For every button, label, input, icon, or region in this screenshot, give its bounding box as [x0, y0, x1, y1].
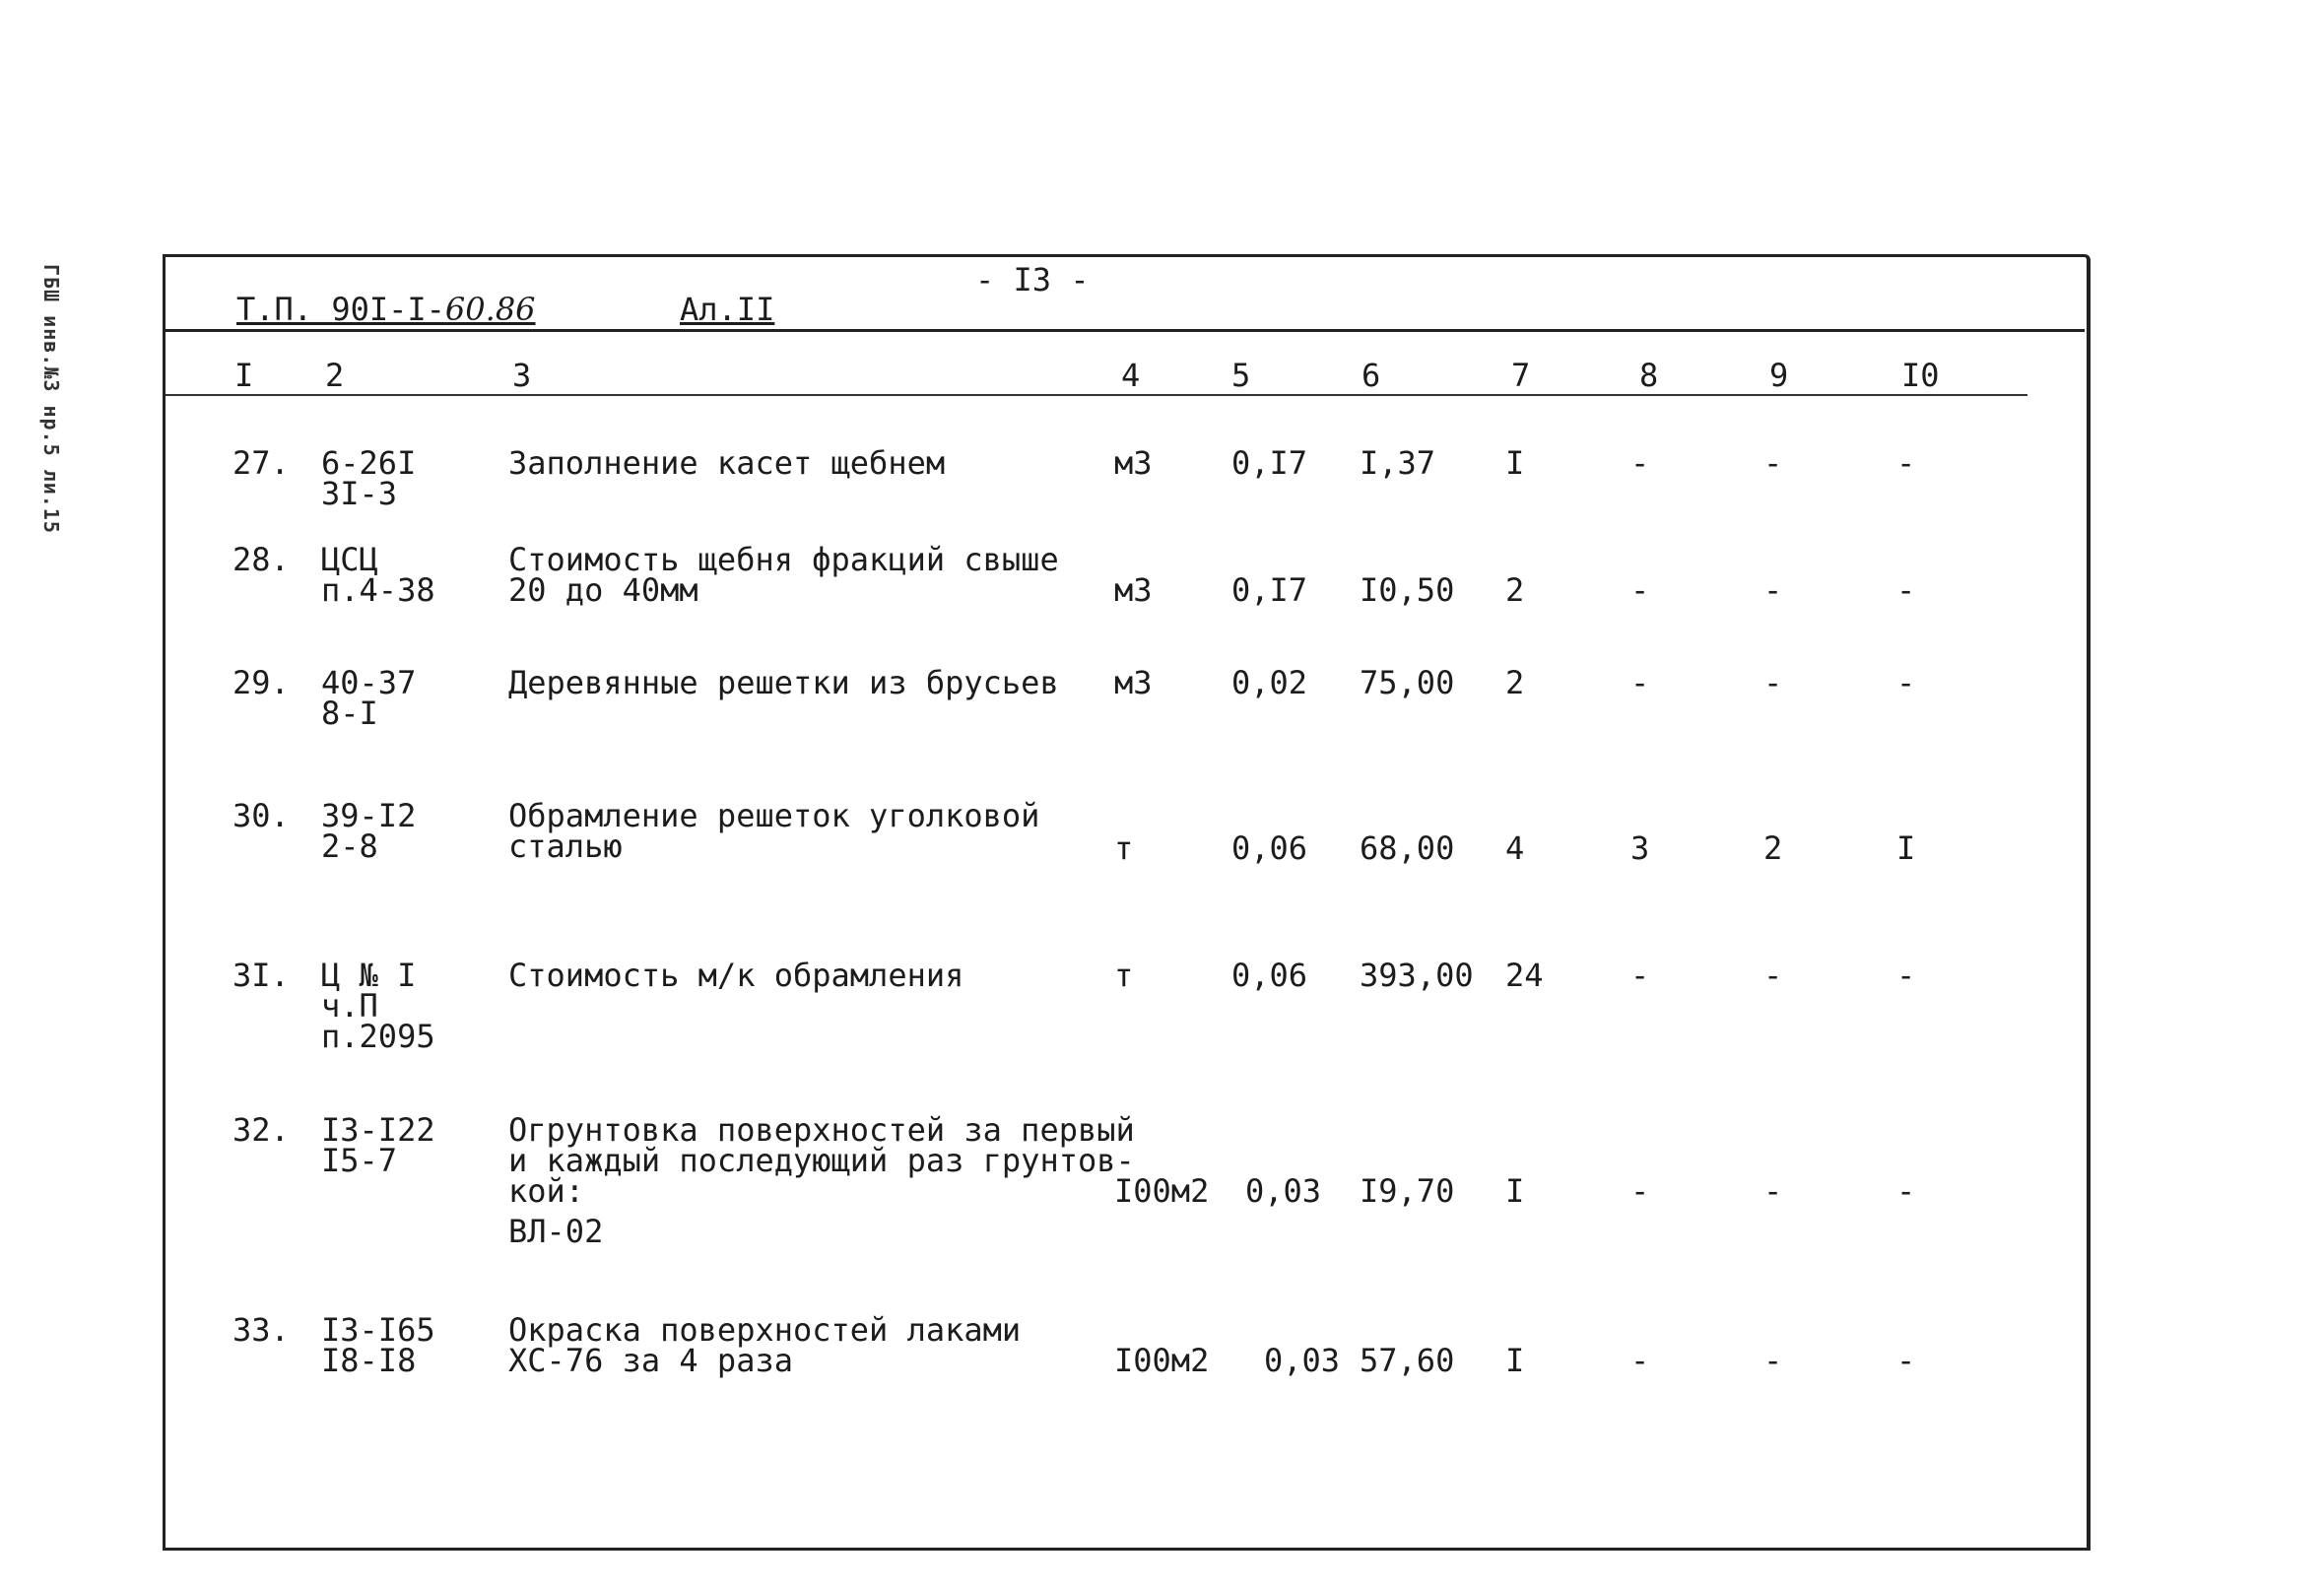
col-9-value: - — [1763, 957, 1783, 994]
quantity: 0,03 — [1245, 1172, 1322, 1210]
col-7-value: 24 — [1505, 957, 1544, 994]
col-7-value: 4 — [1505, 829, 1525, 867]
column-number: 7 — [1511, 357, 1531, 394]
col-10-value: - — [1896, 664, 1916, 701]
col-8-value: - — [1630, 1342, 1650, 1379]
col-8-value: - — [1630, 1172, 1650, 1210]
col-10-value: - — [1896, 957, 1916, 994]
quantity: 0,I7 — [1231, 571, 1308, 609]
row-number: 29. — [232, 664, 290, 701]
document-code — [236, 291, 536, 328]
row-number: 30. — [232, 797, 290, 834]
col-7-value: I — [1505, 1342, 1525, 1379]
norm-code: I3-I22 I5-7 — [321, 1111, 435, 1179]
unit: т — [1114, 957, 1134, 994]
col-10-value: I — [1896, 829, 1916, 867]
work-description: Обрамление решеток уголковой сталью — [508, 797, 1040, 865]
column-number: 9 — [1769, 357, 1789, 394]
margin-note: ГБШ инв.№3 нр.5 ли.15 — [39, 264, 63, 534]
unit: I00м2 — [1114, 1342, 1210, 1379]
norm-code: I3-I65 I8-I8 — [321, 1311, 435, 1379]
column-number-rule — [166, 394, 2027, 396]
col-9-value: - — [1763, 1172, 1783, 1210]
col-9-value: - — [1763, 571, 1783, 609]
quantity: 0,02 — [1231, 664, 1308, 701]
col-8-value: - — [1630, 664, 1650, 701]
unit-price: 75,00 — [1360, 664, 1455, 701]
col-9-value: - — [1763, 1342, 1783, 1379]
quantity: 0,06 — [1231, 957, 1308, 994]
column-number: 5 — [1231, 357, 1251, 394]
header-rule — [166, 329, 2085, 332]
col-7-value: 2 — [1505, 571, 1525, 609]
col-10-value: - — [1896, 571, 1916, 609]
norm-code: ЦСЦ п.4-38 — [321, 541, 435, 609]
unit-price: I,37 — [1360, 444, 1436, 482]
unit: т — [1114, 829, 1134, 867]
col-9-value: - — [1763, 444, 1783, 482]
col-7-value: I — [1505, 444, 1525, 482]
unit-price: 393,00 — [1360, 957, 1474, 994]
column-number: 4 — [1121, 357, 1141, 394]
album-number: Ал.II — [680, 291, 775, 328]
row-number: 28. — [232, 541, 290, 578]
col-9-value: - — [1763, 664, 1783, 701]
column-number: I0 — [1901, 357, 1940, 394]
col-9-value: 2 — [1763, 829, 1783, 867]
work-description: Огрунтовка поверхностей за первый и каждый последующий раз грунтов- кой: ВЛ-02 — [508, 1111, 1135, 1250]
work-description: Заполнение касет щебнем — [508, 444, 946, 482]
quantity: 0,06 — [1231, 829, 1308, 867]
unit: I00м2 — [1114, 1172, 1210, 1210]
work-description: Стоимость щебня фракций свыше 20 до 40мм — [508, 541, 1059, 609]
col-10-value: - — [1896, 1172, 1916, 1210]
norm-code: 39-I2 2-8 — [321, 797, 417, 865]
col-10-value: - — [1896, 1342, 1916, 1379]
unit-price: I9,70 — [1360, 1172, 1455, 1210]
column-number: 8 — [1639, 357, 1659, 394]
column-number: I — [234, 357, 254, 394]
col-8-value: - — [1630, 571, 1650, 609]
unit-price: 57,60 — [1360, 1342, 1455, 1379]
page-number: - I3 - — [975, 261, 1090, 298]
row-number: 33. — [232, 1311, 290, 1349]
unit-price: I0,50 — [1360, 571, 1455, 609]
col-8-value: - — [1630, 957, 1650, 994]
unit: м3 — [1114, 571, 1153, 609]
quantity: 0,I7 — [1231, 444, 1308, 482]
document-code-printed: Т.П. 90I-I- — [236, 291, 445, 328]
work-description: Стоимость м/к обрамления — [508, 957, 964, 994]
norm-code: 40-37 8-I — [321, 664, 417, 732]
quantity: 0,03 — [1264, 1342, 1341, 1379]
col-7-value: 2 — [1505, 664, 1525, 701]
work-description: Окраска поверхностей лаками ХС-76 за 4 раза — [508, 1311, 1022, 1379]
row-number: 27. — [232, 444, 290, 482]
work-description: Деревянные решетки из брусьев — [508, 664, 1059, 701]
norm-code: 6-26I 3I-3 — [321, 444, 417, 512]
column-number: 2 — [325, 357, 345, 394]
col-10-value: - — [1896, 444, 1916, 482]
column-number: 3 — [512, 357, 532, 394]
col-8-value: 3 — [1630, 829, 1650, 867]
col-7-value: I — [1505, 1172, 1525, 1210]
document-code-handwritten: 60.86 — [444, 291, 536, 328]
unit: м3 — [1114, 664, 1153, 701]
row-number: 3I. — [232, 957, 290, 994]
row-number: 32. — [232, 1111, 290, 1149]
column-number: 6 — [1361, 357, 1381, 394]
col-8-value: - — [1630, 444, 1650, 482]
unit-price: 68,00 — [1360, 829, 1455, 867]
unit: м3 — [1114, 444, 1153, 482]
norm-code: Ц № I ч.П п.2095 — [321, 957, 435, 1055]
